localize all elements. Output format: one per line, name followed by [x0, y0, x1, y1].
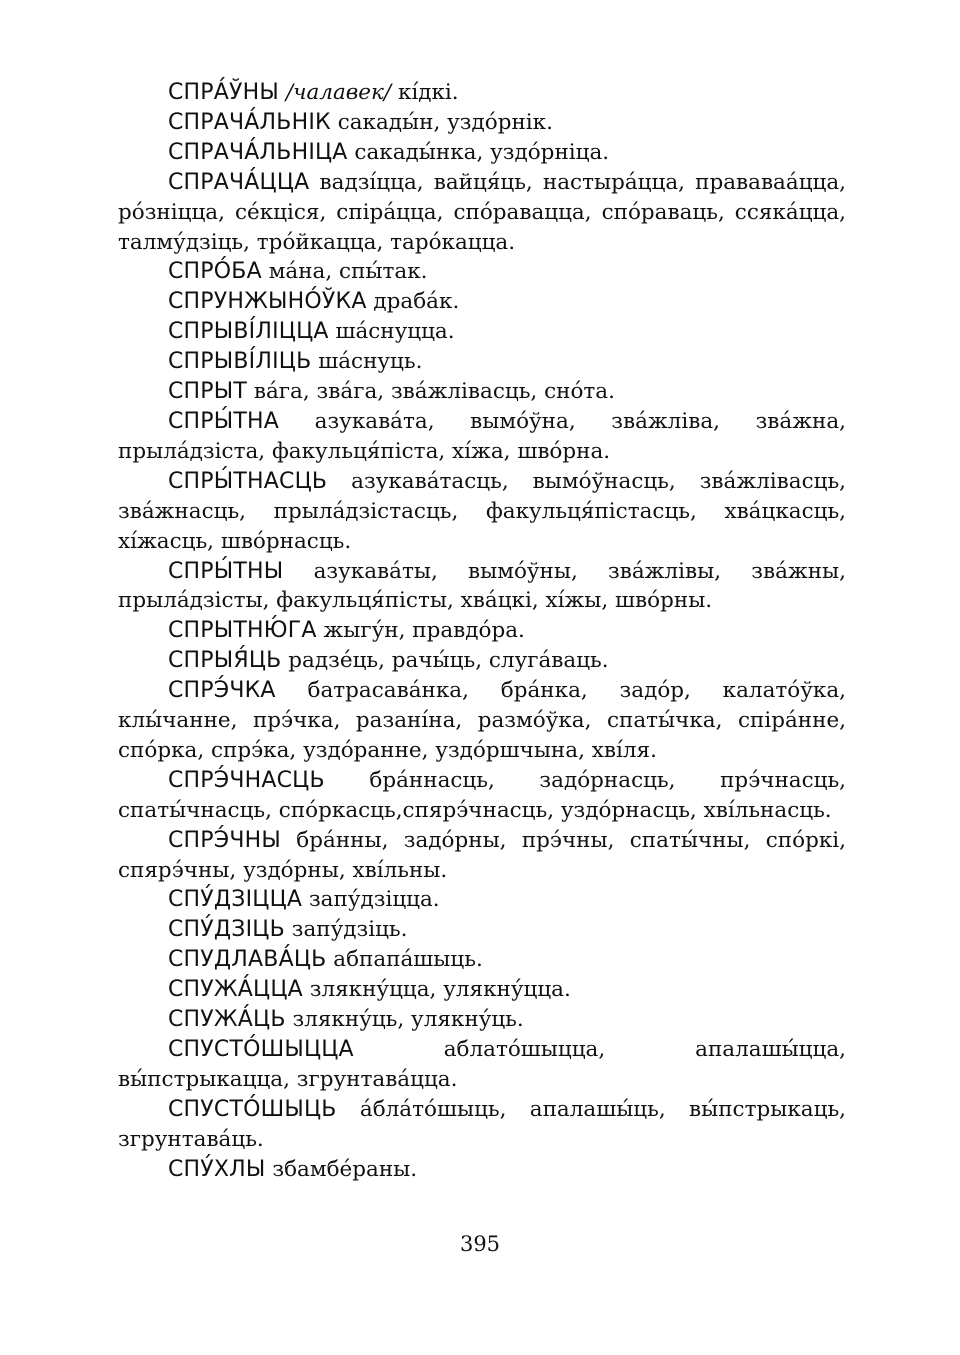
headword: СПРЭ́ЧНЫ — [168, 827, 281, 853]
entry — [118, 1035, 846, 1095]
synonyms: ша́снуць. — [318, 349, 423, 375]
headword: СПРЫВІ́ЛІЦЬ — [168, 349, 312, 375]
entry-list — [118, 78, 846, 1185]
headword: СПРЫТНЮ́ГА — [168, 618, 317, 644]
entry — [118, 975, 846, 1005]
synonyms: бра́нны, задо́рны, прэ́чны, спаты́чны, спо́ркі, спярэ́чны, уздо́рны, хві́льны. — [118, 827, 846, 883]
usage-label: /чалавек/ — [285, 80, 392, 105]
synonyms: ша́снуцца. — [335, 319, 455, 345]
headword: СПУДЛАВА́ЦЬ — [168, 947, 327, 973]
entry — [118, 377, 846, 407]
entry — [118, 78, 846, 108]
headword: СПРА́ЎНЫ — [168, 80, 279, 105]
entry — [118, 945, 846, 975]
headword: СПРЫТ — [168, 379, 248, 405]
headword: СПРО́БА — [168, 259, 262, 285]
headword: СПРЫЯ́ЦЬ — [168, 648, 282, 674]
headword: СПРЭ́ЧКА — [168, 678, 276, 704]
headword: СПУЖА́ЦЬ — [168, 1007, 286, 1033]
synonyms: ва́га, зва́га, зва́жлівасць, сно́та. — [253, 379, 615, 405]
synonyms: абпапа́шыць. — [333, 947, 483, 973]
headword: СПУЖА́ЦЦА — [168, 977, 303, 1003]
synonyms: драба́к. — [373, 289, 460, 315]
entry — [118, 1095, 846, 1155]
headword: СПРЭ́ЧНАСЦЬ — [168, 767, 325, 793]
synonyms: азукава́ты, вымо́ўны, зва́жлівы, зва́жны, прыла́дзісты, факульця́пісты, хва́цкі, хі́жы, шво́рны. — [118, 558, 846, 614]
headword: СПРАЧА́ЦЦА — [168, 169, 310, 195]
entry — [118, 467, 846, 557]
synonyms: злякну́ць, улякну́ць. — [292, 1007, 524, 1033]
entry — [118, 1005, 846, 1035]
entry — [118, 287, 846, 317]
headword: СПУСТО́ШЫЦЬ — [168, 1096, 337, 1122]
synonyms: запу́дзіць. — [291, 917, 408, 943]
entry — [118, 138, 846, 168]
synonyms: жыгу́н, правдо́ра. — [323, 618, 525, 644]
headword: СПРУНЖЫНО́ЎКА — [168, 289, 367, 315]
synonyms: запу́дзіцца. — [308, 887, 440, 913]
entry — [118, 1155, 846, 1185]
entry — [118, 676, 846, 766]
entry — [118, 557, 846, 617]
synonyms: бра́ннасць, задо́рнасць, прэ́чнасць, спаты́чнасць, спо́ркасць,спярэ́чнасць, уздо́рнасць, хві́льнасць. — [118, 767, 846, 823]
synonyms: ма́на, спы́так. — [268, 259, 428, 285]
headword: СПРАЧА́ЛЬНІК — [168, 109, 331, 135]
entry — [118, 616, 846, 646]
synonyms: батрасава́нка, бра́нка, задо́р, калато́ўка, клы́чанне, прэ́чка, разані́на, размо́ўка, спаты́чка, спіра́нне, спо́рка, спрэ́ка, уздо́ранне, уздо́ршчына, хві́ля. — [118, 678, 846, 763]
headword: СПРЫ́ТНАСЦЬ — [168, 468, 328, 494]
entry — [118, 407, 846, 467]
entry — [118, 347, 846, 377]
headword: СПУ́ДЗІЦЦА — [168, 887, 303, 913]
synonyms: вадзі́цца, вайця́ць, настыра́цца, прававаа́цца, ро́зніцца, се́кціся, спіра́цца, спо́равацца, спо́раваць, ссяка́цца, талму́дзіць, тро́йкацца, таро́кацца. — [118, 169, 846, 255]
synonyms: аблато́шыцца, апалашы́цца, вы́пстрыкацца, згрунтава́цца. — [118, 1037, 846, 1092]
synonyms: а́бла́то́шыць, апалашы́ць, вы́пстрыкаць, згрунтава́ць. — [118, 1096, 846, 1152]
entry — [118, 646, 846, 676]
entry — [118, 317, 846, 347]
synonyms: радзе́ць, рачы́ць, слуга́ваць. — [288, 648, 609, 674]
entry — [118, 108, 846, 138]
entry — [118, 766, 846, 826]
entry — [118, 257, 846, 287]
headword: СПУСТО́ШЫЦЦА — [168, 1037, 354, 1062]
synonyms: азукава́та, вымо́ўна, зва́жліва, зва́жна, прыла́дзіста, факульця́піста, хі́жа, шво́рна. — [118, 408, 846, 464]
entry — [118, 826, 846, 886]
synonyms: азукава́тасць, вымо́ўнасць, зва́жлівасць, зва́жнасць, прыла́дзістасць, факульця́пістасць, хва́цкасць, хі́жасць, шво́рнасць. — [118, 468, 846, 554]
entry — [118, 915, 846, 945]
page-number: 395 — [459, 1232, 501, 1256]
synonyms: злякну́цца, улякну́цца. — [309, 977, 571, 1003]
entry — [118, 885, 846, 915]
synonyms: сакады́нка, уздо́рніца. — [354, 139, 610, 165]
headword: СПУ́ДЗІЦЬ — [168, 917, 285, 943]
headword: СПРЫВІ́ЛІЦЦА — [168, 319, 329, 345]
headword: СПРЫ́ТНА — [168, 408, 280, 434]
synonyms: збамбе́раны. — [272, 1156, 418, 1182]
headword: СПРАЧА́ЛЬНІЦА — [168, 139, 348, 165]
headword: СПРЫ́ТНЫ — [168, 558, 284, 584]
synonyms: сакады́н, уздо́рнік. — [337, 109, 553, 135]
synonyms: кі́дкі. — [397, 80, 459, 105]
headword: СПУ́ХЛЫ — [168, 1156, 266, 1182]
entry — [118, 168, 846, 258]
